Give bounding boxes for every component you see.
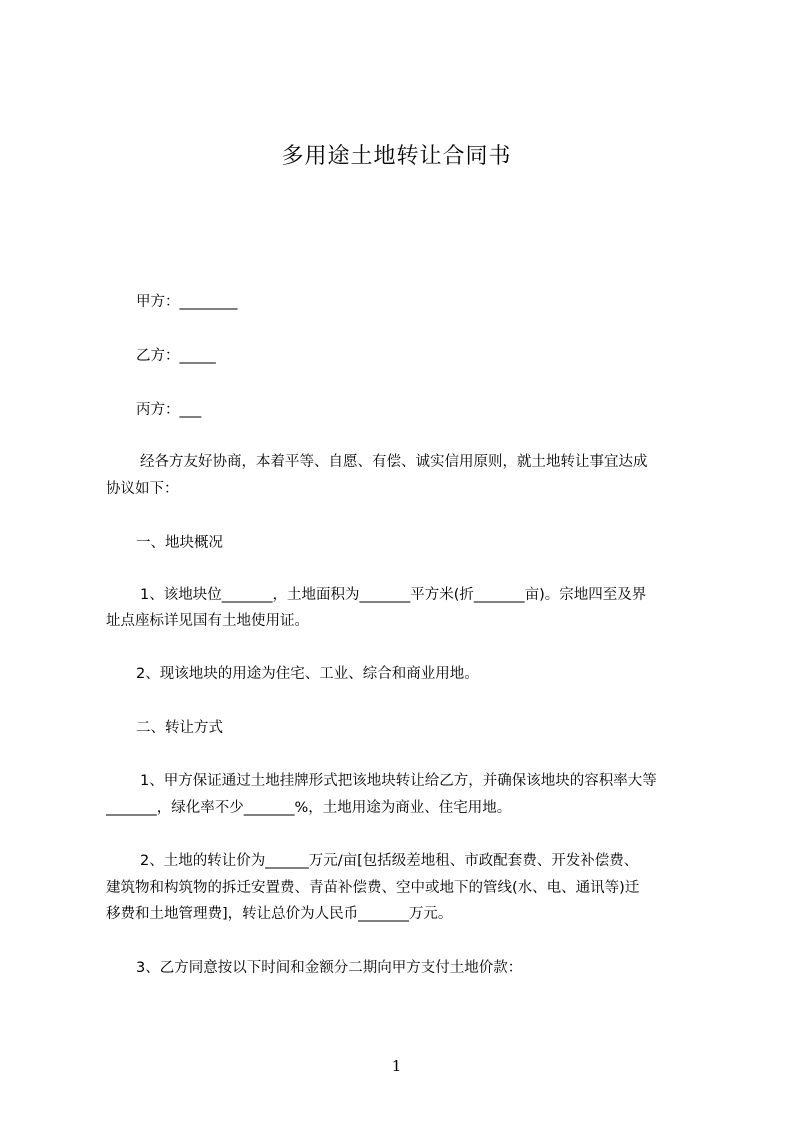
section-2-clause-1-line-2: _______，绿化率不少_______%，土地用途为商业、住宅用地。 bbox=[106, 800, 512, 816]
party-b-line: 乙方：_____ bbox=[136, 348, 216, 364]
section-heading-2: 二、转让方式 bbox=[136, 720, 223, 736]
section-2-clause-2-line-3: 移费和土地管理费]，转让总价为人民币_______万元。 bbox=[106, 906, 453, 922]
page-number: 1 bbox=[391, 1057, 402, 1075]
section-1-clause-2-line-1: 2、现该地块的用途为住宅、工业、综合和商业用地。 bbox=[136, 666, 479, 682]
section-1-clause-1-line-2: 址点座标详见国有土地使用证。 bbox=[106, 613, 309, 629]
section-2-clause-1-line-1: 1、甲方保证通过土地挂牌形式把该地块转让给乙方，并确保该地块的容积率大等 bbox=[140, 773, 657, 789]
intro-line-2: 协议如下： bbox=[106, 481, 179, 497]
intro-line-1: 经各方友好协商，本着平等、自愿、有偿、诚实信用原则，就土地转让事宜达成 bbox=[140, 454, 648, 470]
section-1-clause-1-line-1: 1、该地块位_______，土地面积为_______平方米(折_______亩)。宗地四至及界 bbox=[140, 587, 647, 603]
party-c-line: 丙方：___ bbox=[136, 402, 202, 418]
document-title: 多用途土地转让合同书 bbox=[281, 144, 512, 169]
section-2-clause-2-line-2: 建筑物和构筑物的拆迁安置费、青苗补偿费、空中或地下的管线(水、电、通讯等)迁 bbox=[106, 880, 640, 896]
section-heading-1: 一、地块概况 bbox=[136, 535, 223, 551]
party-a-line: 甲方：________ bbox=[136, 294, 238, 310]
section-2-clause-2-line-1: 2、土地的转让价为______万元/亩[包括级差地租、市政配套费、开发补偿费、 bbox=[140, 853, 639, 869]
section-2-clause-3-line-1: 3、乙方同意按以下时间和金额分二期向甲方支付土地价款： bbox=[136, 960, 523, 976]
